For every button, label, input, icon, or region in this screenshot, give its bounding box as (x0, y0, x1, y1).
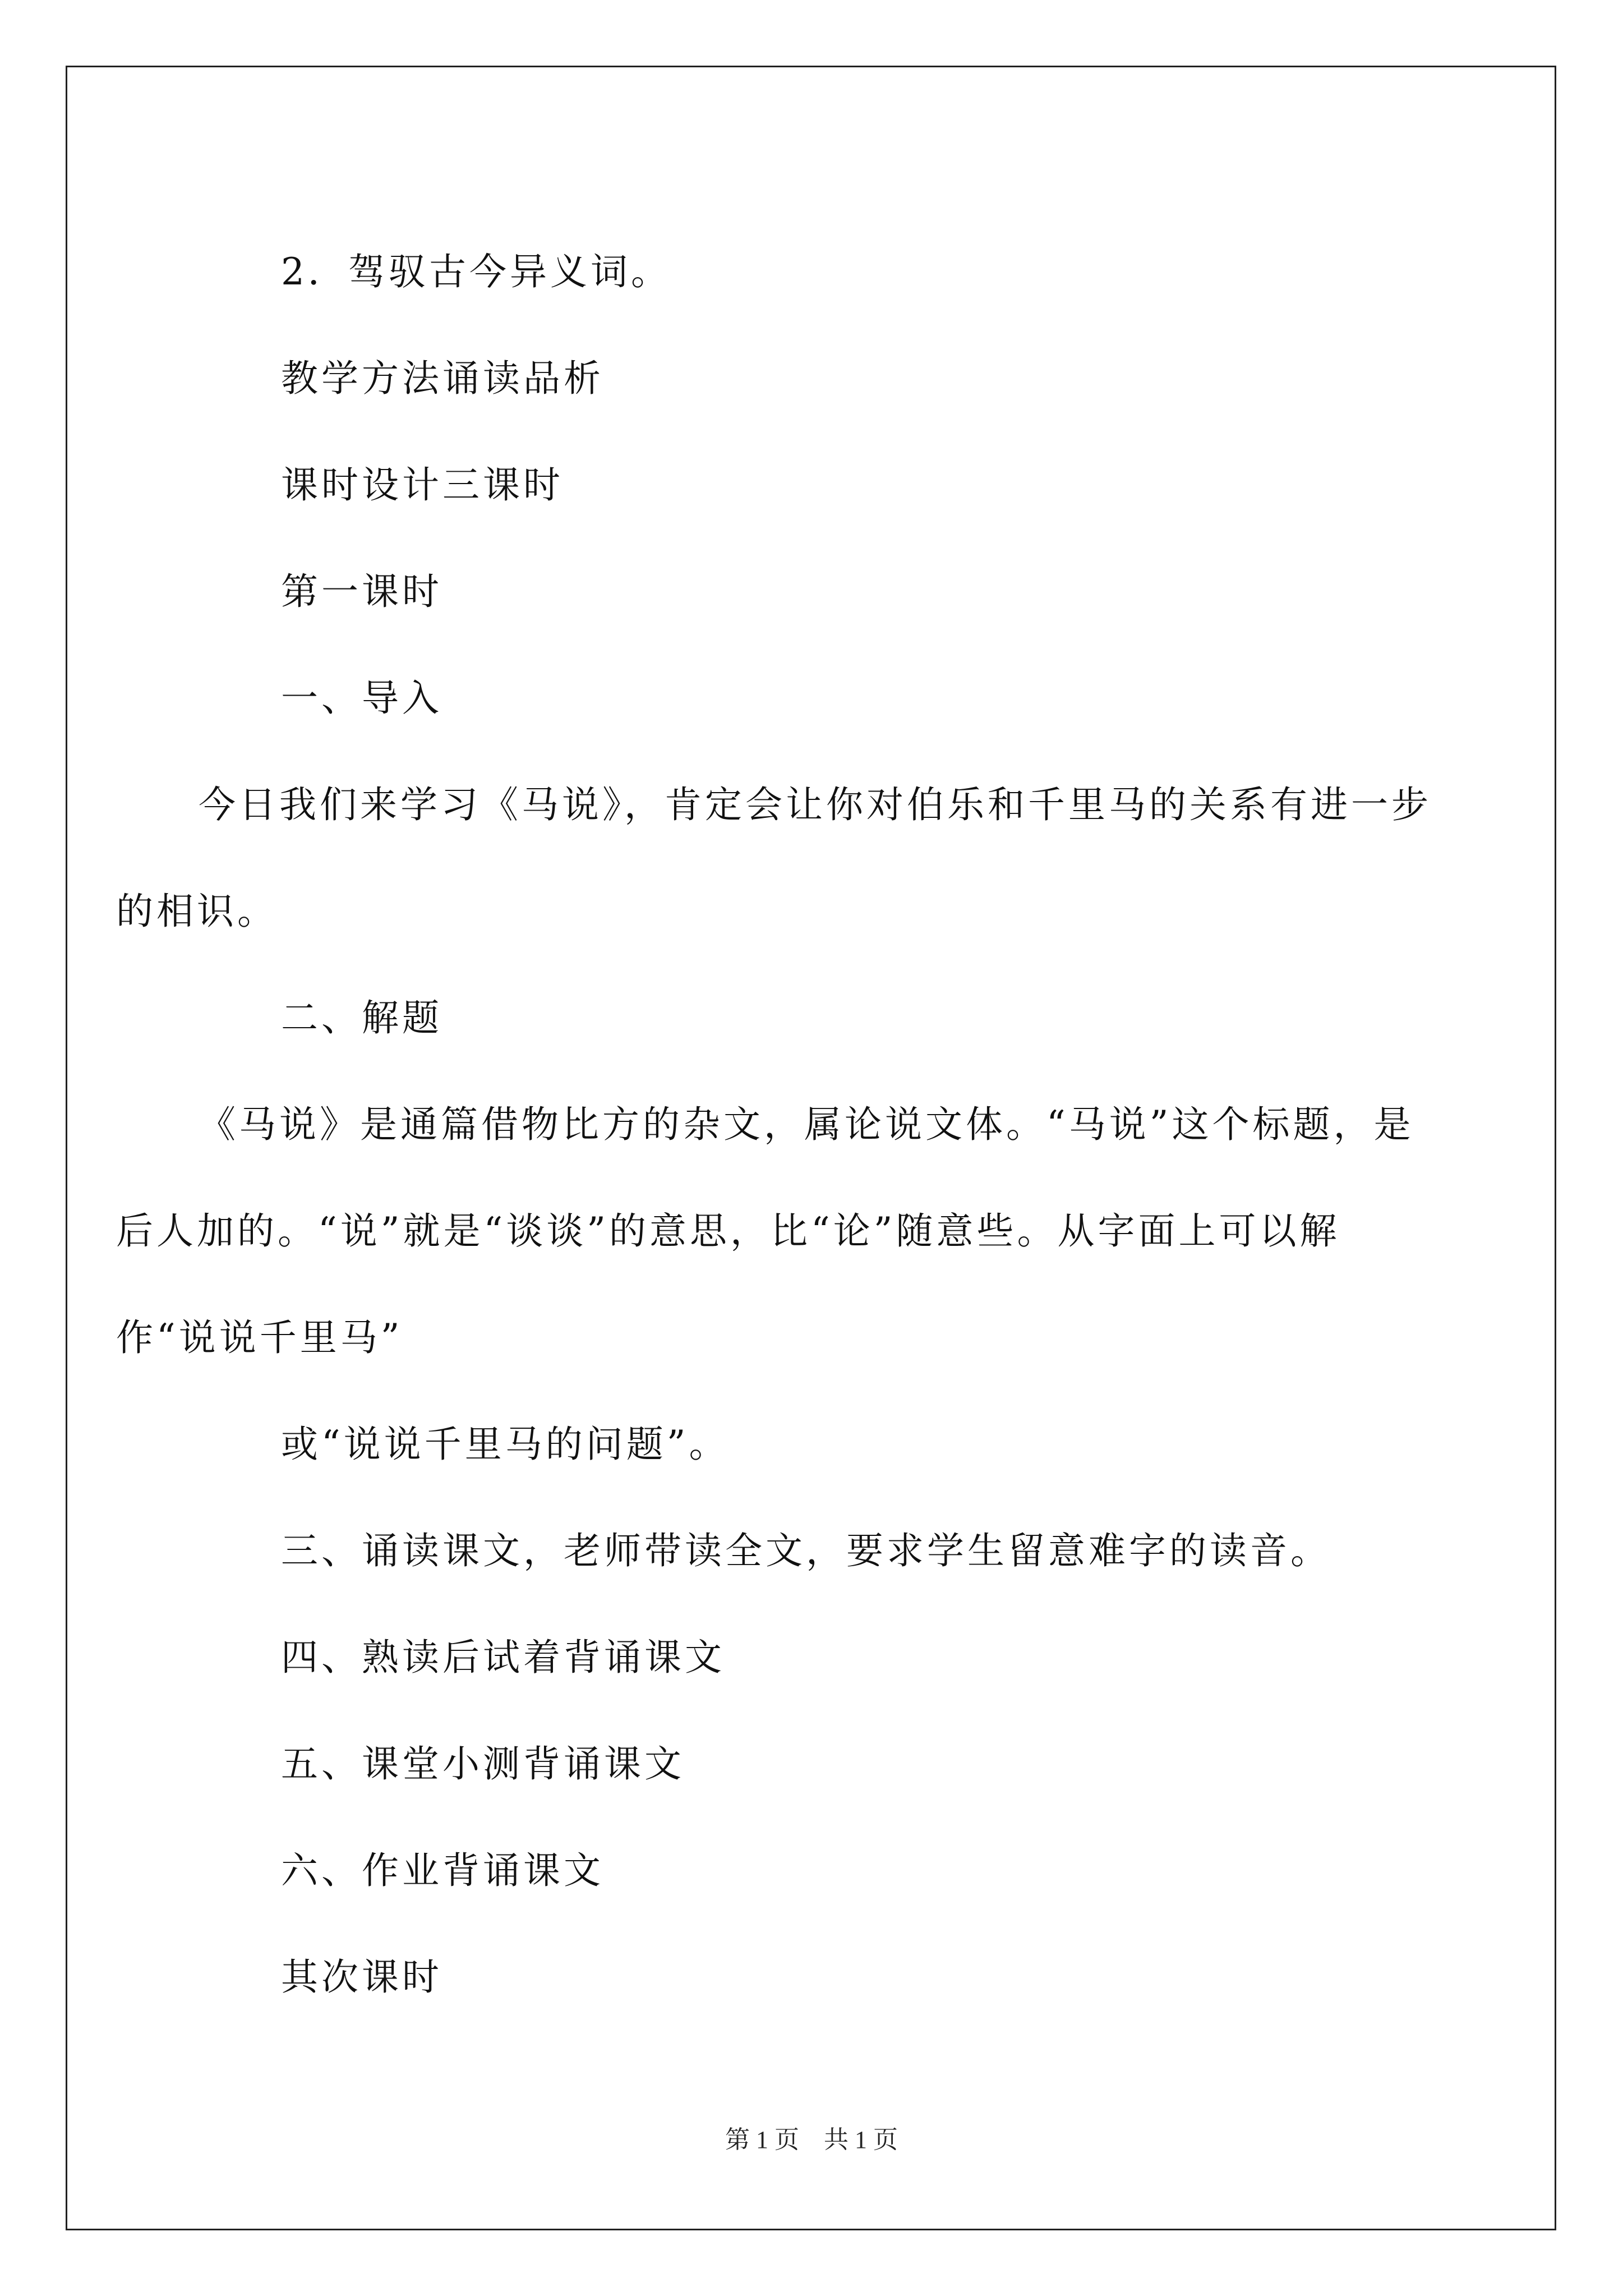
paragraph-teaching-method: 教学方法诵读品析 (281, 357, 604, 400)
paragraph-section-title-analysis: 二、解题 (281, 996, 442, 1039)
paragraph-vocabulary-goal: 2．驾驭古今异义词。 (281, 250, 671, 293)
paragraph-intro-text: 今日我们来学习《马说》，肯定会让你对伯乐和千里马的关系有进一步的相识。 (116, 783, 1432, 933)
paragraph-section-intro: 一、导入 (281, 677, 442, 720)
paragraph-first-lesson-heading: 第一课时 (281, 570, 442, 613)
paragraph-section-homework: 六、作业背诵课文 (281, 1849, 604, 1892)
paragraph-section-recite: 四、熟读后试着背诵课文 (281, 1636, 725, 1679)
page-number-footer: 第 1 页 共 1 页 (725, 2126, 898, 2154)
document-body (116, 219, 1432, 2031)
paragraph-section-quiz: 五、课堂小测背诵课文 (281, 1742, 685, 1786)
paragraph-second-lesson-heading: 其次课时 (281, 1955, 442, 1999)
paragraph-lesson-design: 课时设计三课时 (281, 463, 564, 507)
paragraph-title-analysis-cont: 或“说说千里马的问题”。 (281, 1423, 730, 1466)
paragraph-section-reading: 三、诵读课文，老师带读全文，要求学生留意难字的读音。 (281, 1529, 1331, 1572)
paragraph-title-analysis-text: 《马说》是通篇借物比方的杂文，属论说文体。“马说”这个标题，是后人加的。“说”就是“谈谈”的意思，比“论”随意些。从字面上可以解作“说说千里马” (116, 1103, 1414, 1359)
